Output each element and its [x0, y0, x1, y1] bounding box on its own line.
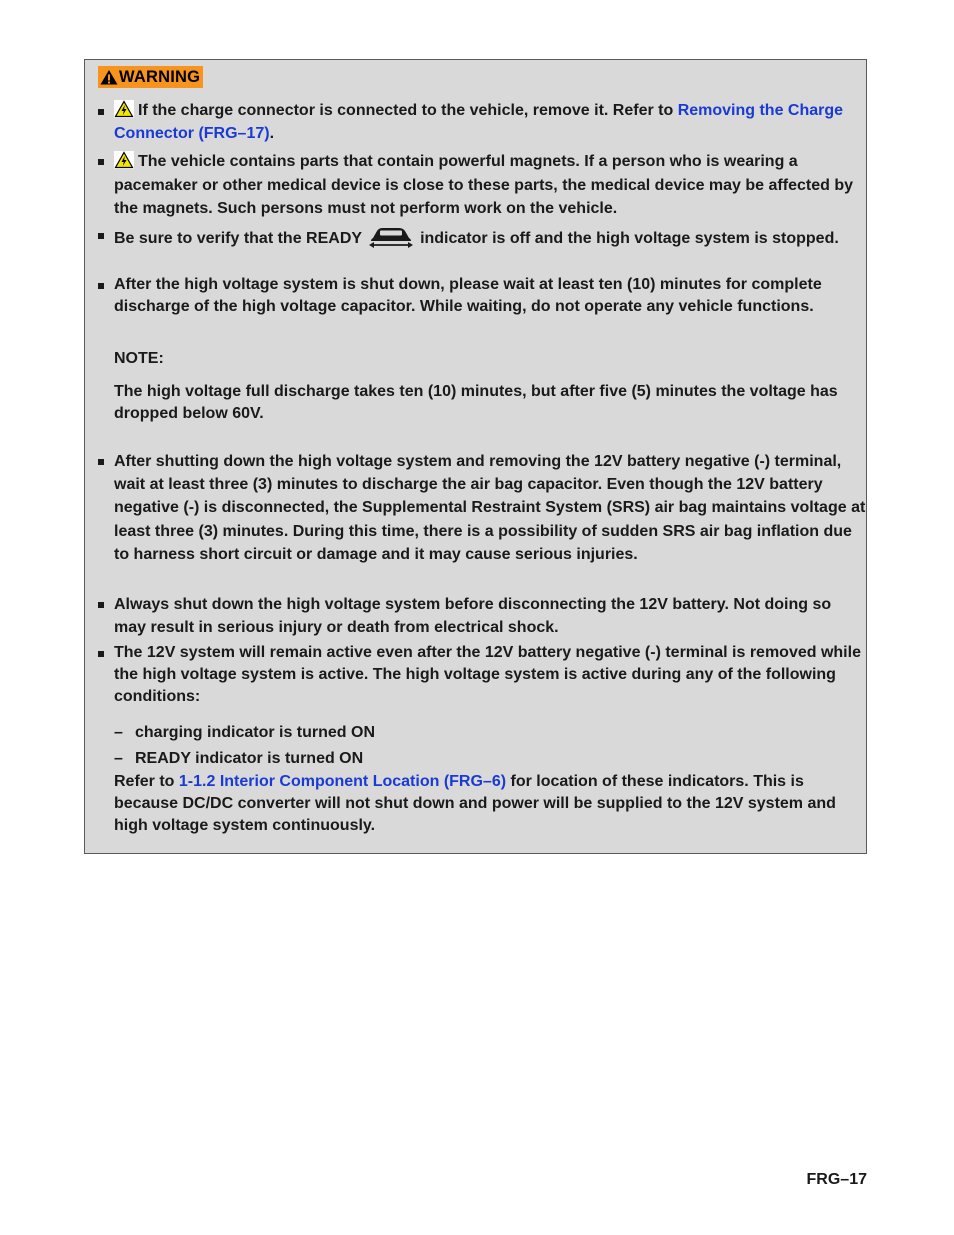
warning-triangle-icon: [100, 69, 118, 85]
warning-item-magnets: The vehicle contains parts that contain powerful magnets. If a person who is wearing a pacemaker or other medical device is close to these parts, the medical device may be affected by the magnets. Such persons must not perform work on the vehicle.: [114, 153, 853, 217]
refer-paragraph: Refer to 1-1.2 Interior Component Location (FRG–6) for location of these indicators. This is because DC/DC converter will not shut down and power will be supplied to the 12V system and high voltage system continuously.: [114, 773, 836, 834]
condition-item: – READY indicator is turned ON: [114, 750, 364, 767]
bullet: [98, 233, 104, 239]
bullet: [98, 283, 104, 289]
warning-label-text: WARNING: [119, 68, 201, 86]
warning-box: [84, 59, 867, 854]
warning-item-ready-indicator: Be sure to verify that the READY indicator is off and the high voltage system is stopped.: [114, 224, 866, 251]
bullet: [98, 159, 104, 165]
note-label: NOTE:: [114, 350, 164, 367]
warning-item-shutdown-before-disconnect: Always shut down the high voltage system before disconnecting the 12V battery. Not doing so may result in serious injury or death from electrical shock.: [114, 596, 832, 636]
bullet: [98, 109, 104, 115]
warning-item-discharge-wait: After the high voltage system is shut down, please wait at least ten (10) minutes for complete discharge of the high voltage capacitor. While waiting, do not operate any vehicle functions.: [114, 276, 822, 315]
removing-charge-connector-link[interactable]: Removing the Charge Connector (FRG–17): [114, 102, 844, 142]
bullet: [98, 602, 104, 608]
high-voltage-icon: [114, 151, 134, 169]
warning-item-12v-active: The 12V system will remain active even after the 12V battery negative (-) terminal is removed while the high voltage system is active. The high voltage system is active during any of the following conditions:: [114, 644, 861, 705]
warning-item-charge-connector: If the charge connector is connected to the vehicle, remove it. Refer to Removing the Charge Connector (FRG–17).: [114, 102, 844, 142]
high-voltage-icon: [114, 100, 134, 118]
bullet: [98, 459, 104, 465]
page-number: FRG–17: [806, 1171, 867, 1188]
interior-component-location-link[interactable]: 1-1.2 Interior Component Location (FRG–6): [178, 773, 507, 790]
note-text: The high voltage full discharge takes ten (10) minutes, but after five (5) minutes the voltage has dropped below 60V.: [114, 383, 838, 422]
condition-item: – charging indicator is turned ON: [114, 724, 376, 741]
ready-car-icon: [367, 224, 415, 248]
bullet: [98, 651, 104, 657]
warning-label: [98, 66, 203, 88]
warning-item-airbag: After shutting down the high voltage system and removing the 12V battery negative (-) terminal, wait at least three (3) minutes to discharge the air bag capacitor. Even though the 12V battery negative (-) is disconnected, the Supplemental Restraint System (SRS) air bag maintains voltage at least three (3) minutes. During this time, there is a possibility of sudden SRS air bag inflation due to harness short circuit or damage and it may cause serious injuries.: [114, 453, 866, 563]
